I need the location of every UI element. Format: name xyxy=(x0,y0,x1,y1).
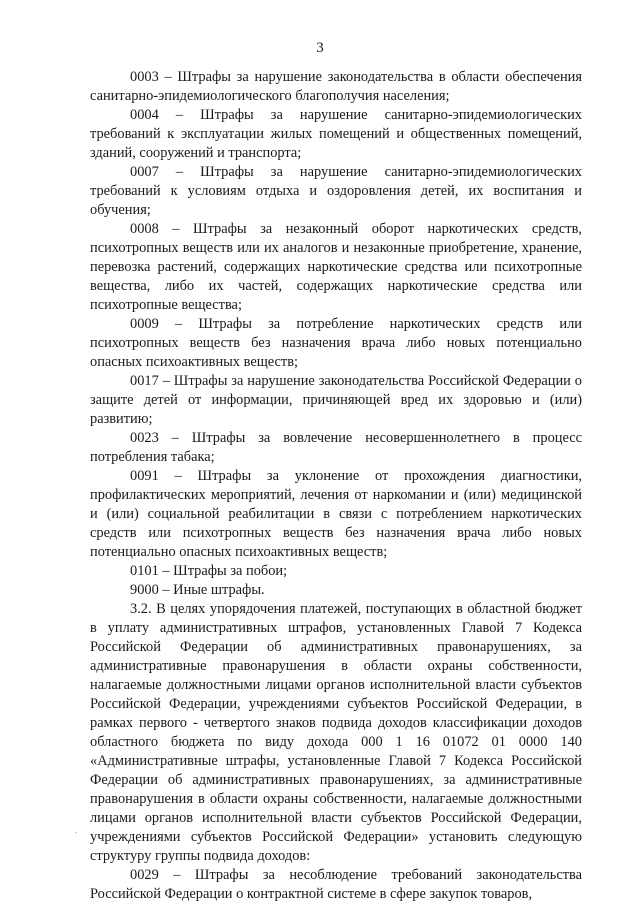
paragraph-9000: 9000 – Иные штрафы. xyxy=(130,582,265,598)
page-number: 3 xyxy=(316,40,324,56)
paragraph-0017: 0017 – Штрафы за нарушение законодательства Российской Федерации о защите детей от информации, причиняющей вред их здоровью и (или) развитию; xyxy=(90,373,582,427)
paragraph-0091: 0091 – Штрафы за уклонение от прохождения диагностики, профилактических мероприятий, лечения от наркомании и (или) медицинской и (или) социальной реабилитации в связи с потреблением наркотических средств или психотропных веществ без назначения врача либо новых потенциально опасных психоактивных веществ; xyxy=(90,468,582,560)
paragraph-section-3-2: 3.2. В целях упорядочения платежей, поступающих в областной бюджет в уплату административных штрафов, установленных Главой 7 Кодекса Российской Федерации об административных правонарушениях, за административные правонарушения в области охраны собственности, налагаемые должностными лицами органов исполнительной власти субъектов Российской Федерации, учреждениями субъектов Российской Федерации, в рамках первого - четвертого знаков подвида доходов классификации доходов областного бюджета по виду дохода 000 1 16 01072 01 0000 140 «Административные штрафы, установленные Главой 7 Кодекса Российской Федерации об административных правонарушениях, за административные правонарушения в области охраны собственности, налагаемые должностными лицами органов исполнительной власти субъектов Российской Федерации, учреждениями субъектов Российской Федерации» установить следующую структуру группы подвида доходов: xyxy=(90,601,582,864)
paragraph-0004: 0004 – Штрафы за нарушение санитарно-эпидемиологических требований к эксплуатации жилых помещений и общественных помещений, зданий, сооружений и транспорта; xyxy=(90,107,582,161)
paragraph-0009: 0009 – Штрафы за потребление наркотических средств или психотропных веществ без назначения врача либо новых потенциально опасных психоактивных веществ; xyxy=(90,316,582,370)
paragraph-0101: 0101 – Штрафы за побои; xyxy=(130,563,288,579)
document-body xyxy=(90,68,582,904)
paragraph-0003: 0003 – Штрафы за нарушение законодательства в области обеспечения санитарно-эпидемиологического благополучия населения; xyxy=(90,69,582,104)
paragraph-0008: 0008 – Штрафы за незаконный оборот наркотических средств, психотропных веществ или их аналогов и незаконные приобретение, хранение, перевозка растений, содержащих наркотические средства или психотропные вещества, либо их частей, содержащих наркотические средства или психотропные вещества; xyxy=(90,221,582,313)
paragraph-0023: 0023 – Штрафы за вовлечение несовершеннолетнего в процесс потребления табака; xyxy=(90,430,582,465)
paragraph-0029: 0029 – Штрафы за несоблюдение требований законодательства Российской Федерации о контрактной системе в сфере закупок товаров, xyxy=(90,867,582,902)
margin-mark: · xyxy=(74,828,78,839)
paragraph-0007: 0007 – Штрафы за нарушение санитарно-эпидемиологических требований к условиям отдыха и оздоровления детей, их воспитания и обучения; xyxy=(90,164,582,218)
